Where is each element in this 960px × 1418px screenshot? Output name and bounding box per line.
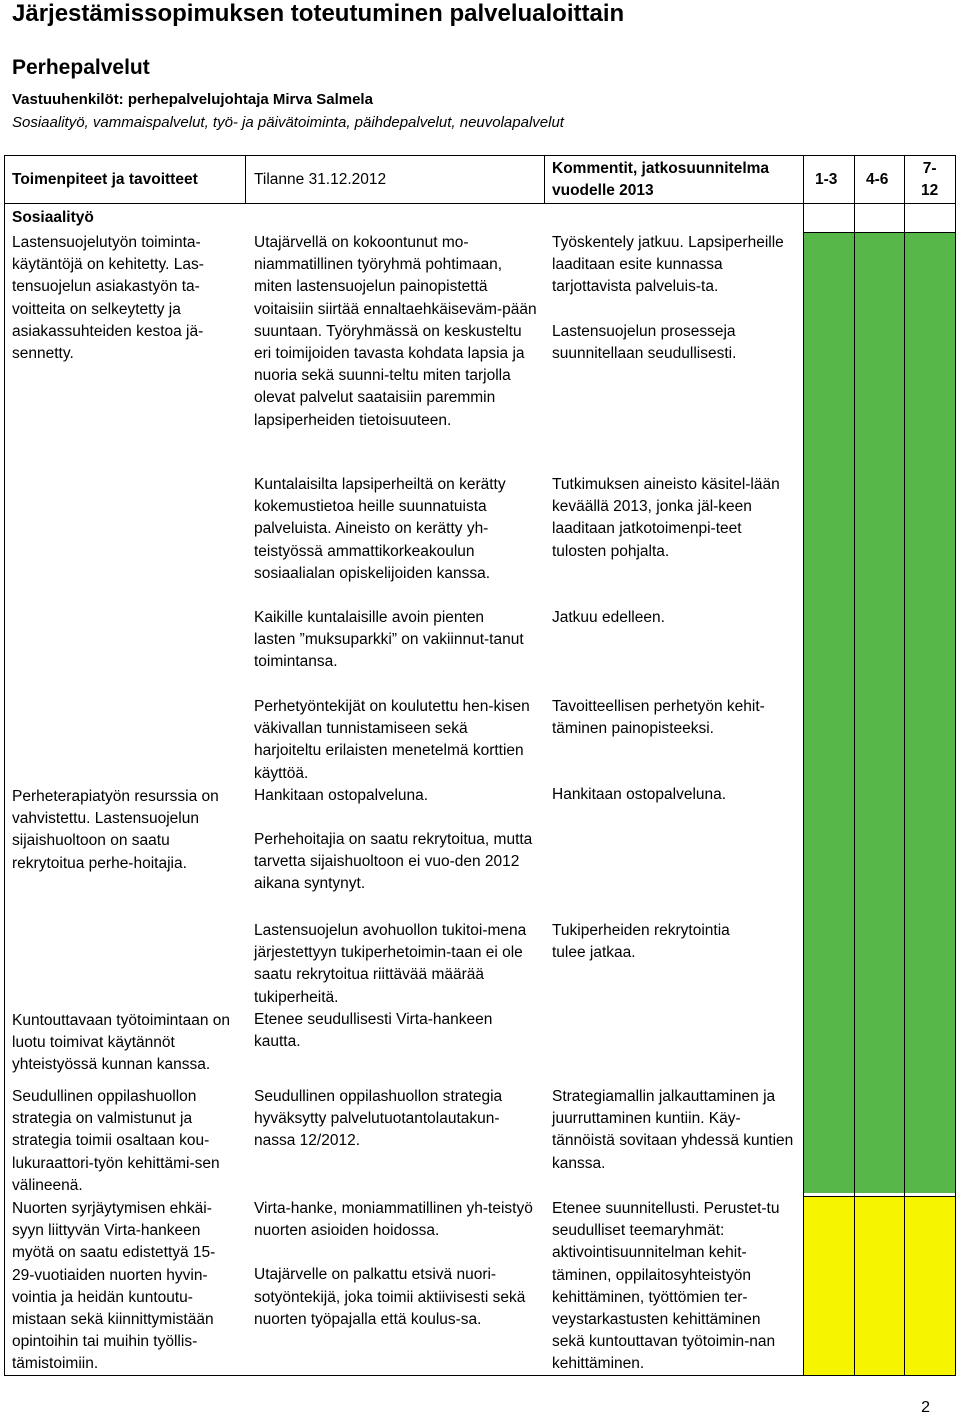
status-cell-1-3-yellow (803, 1197, 854, 1375)
row-rule (803, 1196, 956, 1197)
header-period-1-3: 1-3 (815, 171, 838, 188)
header-comments: Kommentit, jatkosuunnitelma vuodelle 2013 (552, 160, 770, 199)
status-cell-4-6-yellow (854, 1197, 904, 1375)
service-areas: Sosiaalityö, vammaispalvelut, työ- ja päivätoiminta, päihdepalvelut, neuvolapalvelut (12, 114, 564, 131)
row2-comment: Tutkimuksen aineisto käsitel-lään keväällä 2013, jonka jäl-keen laaditaan jatkotoimenpi-teet tulosten pohjalta. (552, 476, 780, 560)
row7-comment: Etenee suunnitellusti. Perustet-tu seudulliset teemaryhmät: aktivointisuunnitelman kehit-täminen, oppilaitosyhteistyön kehittäminen, työttömien ter-veystarkastusten kehittäminen sekä kuntouttavan työtoimin-nan kehittäminen. (552, 1200, 780, 1373)
header-measures: Toimenpiteet ja tavoitteet (12, 171, 198, 188)
row6-comment: Strategiamallin jalkauttaminen ja juurruttaminen kuntiin. Käy-tännöistä sovitaan yhdessä kuntien kanssa. (552, 1088, 794, 1172)
status-cell-7-12-yellow (904, 1197, 955, 1375)
row1-measure: Lastensuojelutyön toiminta-käytäntöjä on kehitetty. Las-tensuojelun asiakastyön ta-voitteita on selkeytetty ja asiakassuhteiden kestoa jä-sennetty. (12, 234, 204, 363)
header-rule (4, 203, 956, 204)
row4-status: Perhetyöntekijät on koulutettu hen-kisen väkivallan tunnistamiseen sekä harjoiteltu erilaisten menetelmä korttien käyttöä. Hankitaan ostopalveluna. Perhehoitajia on saatu rekrytoitua, mutta tarvetta sijaishuoltoon ei vuo-den 2012 aikana syntynyt. (254, 698, 533, 893)
status-cell-4-6-green (854, 233, 904, 1193)
row7-status: Virta-hanke, moniammatillinen yh-teistyö nuorten asioiden hoidossa. Utajärvelle on palkattu etsivä nuori-sotyöntekijä, joka toimii aktiivisesti sekä nuorten työpajalla että koulus-sa. (254, 1200, 533, 1328)
row5-measure: Kuntouttavaan työtoimintaan on luotu toimivat käytännöt yhteistyössä kunnan kanssa. (12, 1012, 231, 1074)
row3-comment: Jatkuu edelleen. (552, 609, 665, 626)
row1-status: Utajärvellä on kokoontunut mo-niammatillinen työryhmä pohtimaan, miten lastensuojelun painopistettä voitaisiin siirtää ennaltaehkäiseväm-pään suuntaan. Työryhmässä on keskusteltu eri toimijoiden tavasta kohdata lapsia ja nuoria sekä suunni-teltu miten tarjolla olevat palvelut saataisiin paremmin lapsiperheiden tietoisuuteen. (254, 234, 537, 429)
status-cell-1-3-green (803, 233, 854, 1193)
row6-status: Seudullinen oppilashuollon strategia hyväksytty palvelutuotantolautakun-nassa 12/2012. (254, 1088, 503, 1150)
header-period-7-12: 7- 12 (921, 160, 939, 199)
row2-status: Kuntalaisilta lapsiperheiltä on kerätty kokemustietoa heille suunnatuista palveluista. Aineisto on kerätty yh-teistyössä ammattikorkeakoulun sosiaalialan opiskelijoiden kanssa. (254, 476, 506, 582)
status-cell-7-12-green (904, 233, 955, 1193)
row4-comment: Tavoitteellisen perhetyön kehit-täminen painopisteeksi. Hankitaan ostopalveluna. (552, 698, 765, 804)
col-divider (854, 155, 855, 1376)
row5-comment: Tukiperheiden rekrytointia tulee jatkaa. (552, 922, 730, 962)
col-divider (245, 155, 246, 203)
col-divider (544, 155, 545, 203)
header-period-4-6: 4-6 (866, 171, 889, 188)
row4-measure: Perheterapiatyön resurssia on vahvistettu. Lastensuojelun sijaishuoltoon on saatu rekrytoitua perhe-hoitajia. (12, 788, 219, 872)
row3-status: Kaikille kuntalaisille avoin pienten lasten ”muksuparkki” on vakiinnut-tanut toimintansa. (254, 609, 524, 671)
subheader-rule (803, 232, 956, 233)
responsible-persons: Vastuuhenkilöt: perhepalvelujohtaja Mirva Salmela (12, 91, 373, 108)
document-title: Järjestämissopimuksen toteutuminen palvelualoittain (12, 0, 625, 27)
header-status: Tilanne 31.12.2012 (254, 171, 387, 188)
col-divider (904, 155, 905, 1376)
row5-status: Lastensuojelun avohuollon tukitoi-mena järjestettyyn tukiperhetoimin-taan ei ole saatu rekrytoitua riittävää määrää tukiperheitä. Etenee seudullisesti Virta-hankeen kautta. (254, 922, 527, 1051)
row7-measure: Nuorten syrjäytymisen ehkäi-syyn liittyvän Virta-hankeen myötä on saatu edistettyä 15-29-vuotiaiden nuorten hyvin-vointia ja heidän kuntoutu-mistaan sekä kiinnittymistään opintoihin tai muihin työllis-tämistoimiin. (12, 1200, 216, 1373)
section-heading: Perhepalvelut (12, 56, 150, 79)
row1-comment: Työskentely jatkuu. Lapsiperheille laaditaan esite kunnassa tarjottavista palveluis-ta. Lastensuojelun prosesseja suunnitellaan seudullisesti. (552, 234, 784, 362)
subheader-social-work: Sosiaalityö (12, 209, 94, 226)
col-divider (803, 155, 804, 1376)
row6-measure: Seudullinen oppilashuollon strategia on valmistunut ja strategia toimii osaltaan kou-lukuraattori-työn kehittämi-sen välineenä. (12, 1088, 220, 1194)
page-number: 2 (921, 1399, 930, 1416)
